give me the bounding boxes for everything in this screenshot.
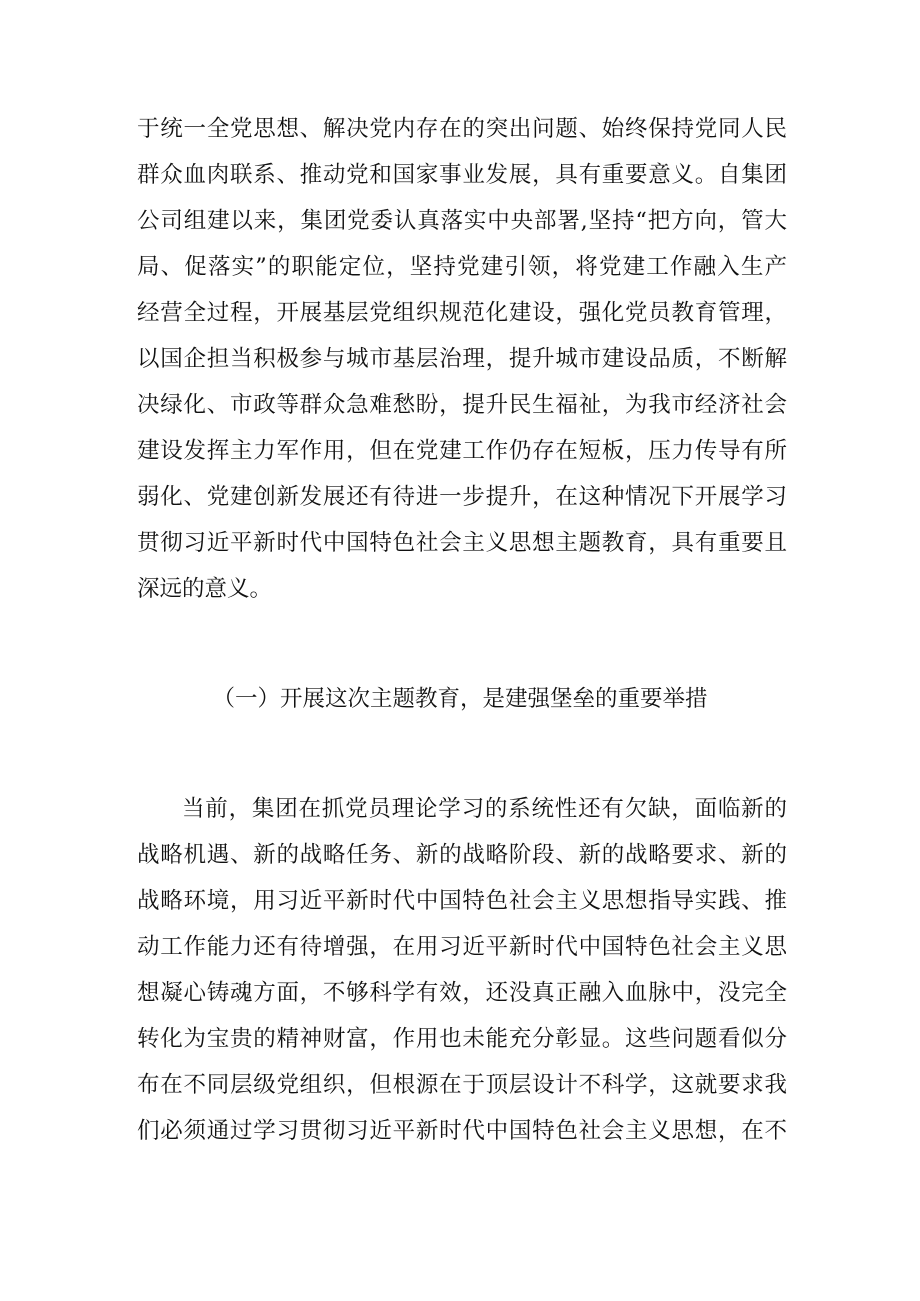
paragraph-2-line-8: 们必须通过学习贯彻习近平新时代中国特色社会主义思想，在不 (137, 1118, 787, 1144)
paragraph-2-line-7: 布在不同层级党组织，但根源在于顶层设计不科学，这就要求我 (137, 1072, 787, 1098)
paragraph-1-line-8: 建设发挥主力军作用，但在党建工作仍存在短板，压力传导有所 (137, 438, 787, 464)
paragraph-2-line-5: 想凝心铸魂方面，不够科学有效，还没真正融入血脉中，没完全 (137, 980, 787, 1006)
paragraph-1-line-6: 以国企担当积极参与城市基层治理，提升城市建设品质，不断解 (137, 346, 787, 372)
paragraph-2-line-4: 动工作能力还有待增强，在用习近平新时代中国特色社会主义思 (137, 934, 787, 960)
paragraph-2-line-6: 转化为宝贵的精神财富，作用也未能充分彰显。这些问题看似分 (137, 1026, 787, 1052)
paragraph-1-line-11: 深远的意义。 (137, 576, 273, 602)
paragraph-1-line-3: 公司组建以来，集团党委认真落实中央部署,坚持“把方向，管大 (137, 208, 787, 234)
paragraph-2-line-1: 当前，集团在抓党员理论学习的系统性还有欠缺，面临新的 (182, 796, 787, 822)
paragraph-1-line-2: 群众血肉联系、推动党和国家事业发展，具有重要意义。自集团 (137, 162, 787, 188)
paragraph-1-line-5: 经营全过程，开展基层党组织规范化建设，强化党员教育管理， (137, 300, 787, 326)
section-heading: （一）开展这次主题教育，是建强堡垒的重要举措 (212, 686, 708, 712)
paragraph-1-line-9: 弱化、党建创新发展还有待进一步提升，在这种情况下开展学习 (137, 484, 787, 510)
paragraph-1-line-1: 于统一全党思想、解决党内存在的突出问题、始终保持党同人民 (137, 116, 787, 142)
paragraph-1-line-7: 决绿化、市政等群众急难愁盼，提升民生福祉，为我市经济社会 (137, 392, 787, 418)
paragraph-1-line-4: 局、促落实”的职能定位，坚持党建引领，将党建工作融入生产 (137, 254, 787, 280)
paragraph-2-line-3: 战略环境，用习近平新时代中国特色社会主义思想指导实践、推 (137, 888, 787, 914)
paragraph-2-line-2: 战略机遇、新的战略任务、新的战略阶段、新的战略要求、新的 (137, 842, 787, 868)
paragraph-1-line-10: 贯彻习近平新时代中国特色社会主义思想主题教育，具有重要且 (137, 530, 787, 556)
